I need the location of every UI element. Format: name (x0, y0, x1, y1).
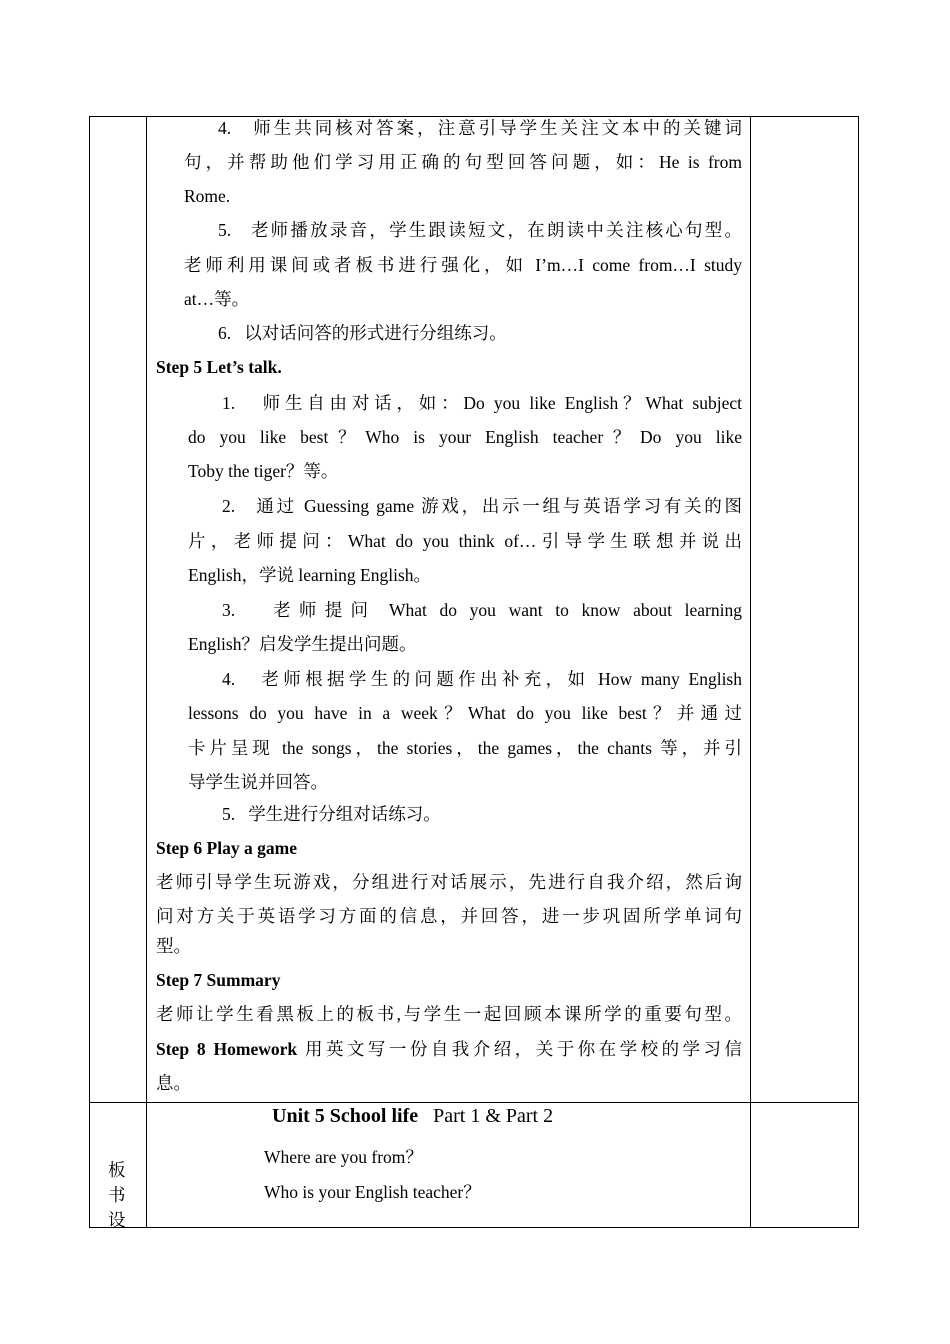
side-label-char: 设 (108, 1210, 126, 1230)
step-heading-line (156, 1038, 742, 1060)
line-text: do you like best？Who is your English teacher？Do you like (188, 427, 742, 447)
board-title-unit: Unit 5 School life (272, 1105, 419, 1127)
line-text: 片，老师提问：What do you think of…引导学生联想并说出 (188, 531, 742, 551)
line-text: 息。 (156, 1073, 191, 1093)
line-text: 问对方关于英语学习方面的信息，并回答，进一步巩固所学单词句 (156, 906, 742, 926)
line-text: at…等。 (184, 289, 250, 309)
text-line (218, 322, 507, 344)
column-divider (750, 116, 751, 1228)
text-line (156, 935, 191, 957)
line-text: 4. 老师根据学生的问题作出补充，如 How many English (222, 669, 742, 689)
line-text: 4. 师生共同核对答案，注意引导学生关注文本中的关键词 (218, 118, 742, 138)
text-line (188, 771, 328, 793)
text-line (222, 668, 742, 690)
line-text: English？启发学生提出问题。 (188, 634, 417, 654)
text-line (184, 151, 742, 173)
text-line (222, 803, 441, 825)
text-line (184, 288, 249, 310)
line-text: 导学生说并回答。 (188, 772, 328, 792)
line-text: 2. 通过 Guessing game 游戏，出示一组与英语学习有关的图 (222, 496, 742, 516)
text-line (188, 530, 742, 552)
text-line (156, 905, 742, 927)
board-line: Who is your English teacher？ (264, 1182, 481, 1202)
side-label-char: 板 (108, 1160, 126, 1180)
line-text: 卡片呈现 the songs，the stories，the games，the chants 等，并引 (188, 738, 742, 758)
line-text: 老师让学生看黑板上的板书,与学生一起回顾本课所学的重要句型。 (156, 1004, 742, 1024)
step-heading-line (156, 837, 297, 859)
line-text: lessons do you have in a week？What do you like best？并通过 (188, 703, 742, 723)
step-heading: Step 5 Let’s talk. (156, 357, 282, 377)
table-border-right (858, 116, 859, 1228)
text-line (222, 392, 742, 414)
text-line (156, 871, 742, 893)
line-text: 3. 老师提问 What do you want to know about learning (222, 600, 742, 620)
line-text: English，学说 learning English。 (188, 565, 432, 585)
step-heading: Step 8 Homework (156, 1039, 298, 1059)
board-line: Where are you from？ (264, 1147, 423, 1167)
line-text: 1. 师生自由对话，如：Do you like English？What subject (222, 393, 742, 413)
text-line (184, 185, 230, 207)
text-line (222, 495, 742, 517)
line-text: 6. 以对话问答的形式进行分组练习。 (218, 323, 507, 343)
text-line (218, 117, 742, 139)
step-heading: Step 7 Summary (156, 970, 281, 990)
text-line (188, 633, 416, 655)
table-border-bottom (89, 1227, 859, 1228)
line-text: 5. 学生进行分组对话练习。 (222, 804, 441, 824)
side-label-char: 书 (108, 1185, 126, 1205)
line-text: 用英文写一份自我介绍，关于你在学校的学习信 (304, 1039, 742, 1059)
column-divider (146, 116, 147, 1228)
line-text: 老师引导学生玩游戏，分组进行对话展示，先进行自我介绍，然后询 (156, 872, 742, 892)
text-line (188, 426, 742, 448)
board-title-parts: Part 1 & Part 2 (433, 1105, 554, 1127)
text-line (184, 254, 742, 276)
step-heading-line (156, 969, 280, 991)
line-text: Toby the tiger？等。 (188, 461, 339, 481)
board-title (272, 1105, 553, 1128)
text-line (156, 1003, 742, 1025)
line-text: Rome. (184, 186, 231, 206)
text-line (218, 219, 742, 241)
text-line (188, 564, 431, 586)
table-border-left (89, 116, 90, 1228)
step-heading: Step 6 Play a game (156, 838, 297, 858)
step-heading-line (156, 356, 282, 378)
line-text: 5. 老师播放录音，学生跟读短文，在朗读中关注核心句型。 (218, 220, 742, 240)
line-text: 句，并帮助他们学习用正确的句型回答问题，如：He is from (184, 152, 742, 172)
line-text: 老师利用课间或者板书进行强化，如 I’m…I come from…I study (184, 255, 742, 275)
text-line (188, 460, 338, 482)
line-text: 型。 (156, 936, 191, 956)
text-line (188, 737, 742, 759)
text-line (156, 1072, 191, 1094)
text-line (222, 599, 742, 621)
row-divider (89, 1102, 859, 1103)
text-line (188, 702, 742, 724)
